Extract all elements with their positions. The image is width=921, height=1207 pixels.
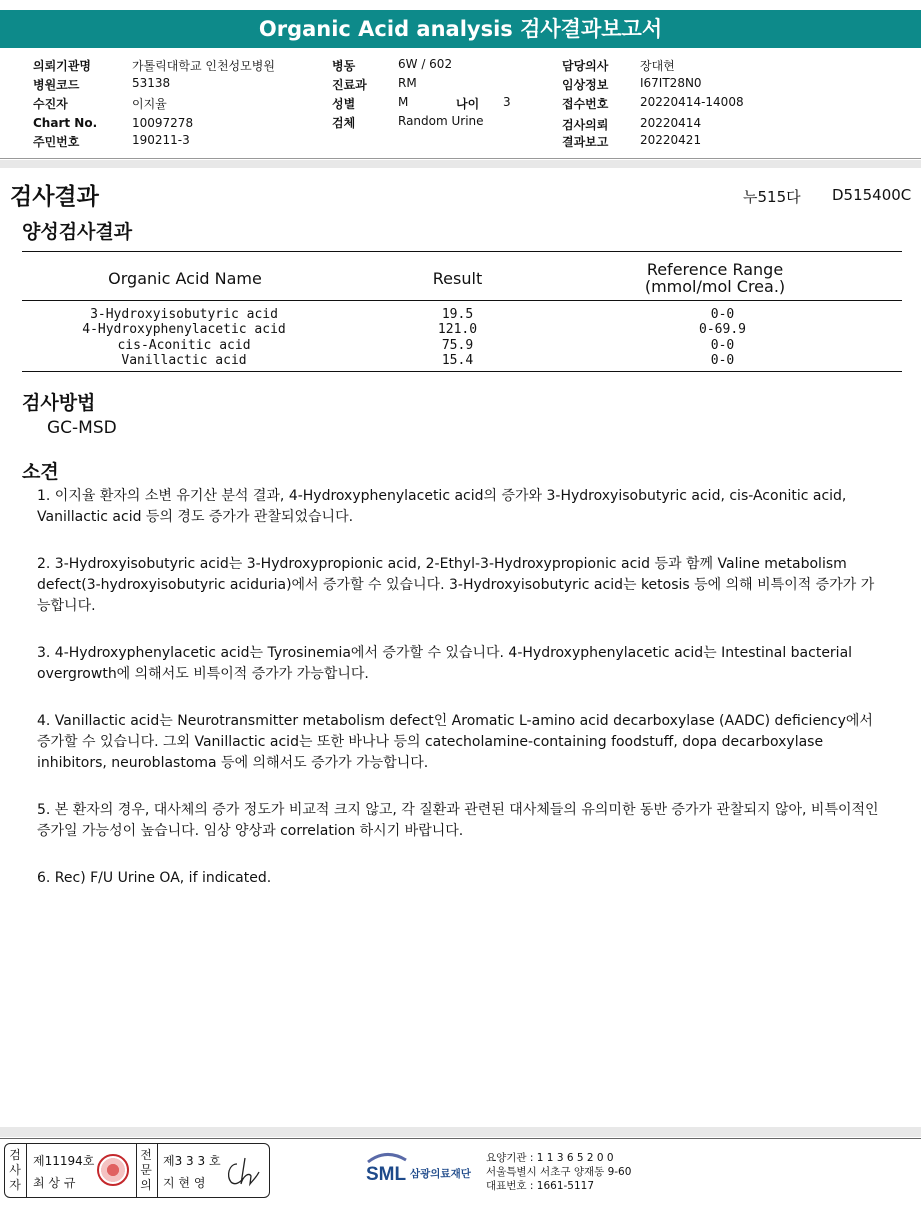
- value-request-date: 20220414: [640, 116, 702, 130]
- signature-divider: [26, 1144, 27, 1197]
- value-receipt-no: 20220414-14008: [640, 95, 744, 109]
- org-name: 삼광의료재단: [410, 1168, 471, 1180]
- report-title: Organic Acid analysis 검사결과보고서: [0, 10, 921, 48]
- specialist-name: 지 현 영: [163, 1176, 206, 1190]
- cell-result: 75.9: [441, 338, 474, 353]
- opinion-paragraph: 1. 이지율 환자의 소변 유기산 분석 결과, 4-Hydroxyphenylacetic acid의 증가와 3-Hydroxyisobutyric acid, cis-Aconitic acid, Vanillactic acid 등의 경도 증가가 관찰되었습니다.: [37, 488, 847, 525]
- cell-result: 19.5: [441, 307, 474, 322]
- cell-range: 0-0: [710, 307, 735, 322]
- specialist-label: [139, 1148, 153, 1193]
- col-header-name: Organic Acid Name: [108, 269, 262, 288]
- handwritten-signature: [223, 1154, 265, 1190]
- specialist-label-char: 문: [140, 1163, 152, 1177]
- label-sex: 성별: [332, 97, 356, 111]
- method-value: GC-MSD: [47, 418, 117, 438]
- label-request-date: 검사의뢰: [562, 118, 609, 132]
- tester-label-char: 사: [9, 1163, 21, 1177]
- cell-acid-name: 3-Hydroxyisobutyric acid: [90, 307, 278, 322]
- cell-range: 0-69.9: [699, 322, 746, 337]
- cell-acid-name: cis-Aconitic acid: [117, 338, 251, 353]
- col-header-result: Result: [432, 269, 483, 288]
- label-hospital-code: 병원코드: [33, 78, 80, 92]
- tester-label-char: 자: [9, 1178, 21, 1192]
- tester-seal: [97, 1154, 129, 1186]
- opinion-body: [37, 486, 887, 915]
- cell-acid-name: Vanillactic acid: [121, 353, 247, 368]
- org-address-block: [486, 1151, 631, 1193]
- opinion-paragraph: 4. Vanillactic acid는 Neurotransmitter metabolism defect인 Aromatic L-amino acid decarboxylase (AADC) deficiency에서 증가할 수 있습니다. 그외 Vanillactic acid는 또한 바나나 등의 catecholamine-containing foodstuff, dopa decarboxylase inhibitors, neuroblastoma 등에 의해서도 증가가 가능합니다.: [37, 713, 873, 771]
- value-doctor: 장대현: [640, 59, 675, 73]
- value-resident-no: 190211-3: [132, 133, 190, 147]
- col-header-range-title: Reference Range: [646, 260, 784, 279]
- col-header-range-unit: (mmol/mol Crea.): [644, 277, 786, 296]
- positive-results-title: 양성검사결과: [22, 221, 133, 243]
- org-phone: 대표번호 : 1661-5117: [486, 1180, 595, 1192]
- label-institution: 의뢰기관명: [33, 59, 91, 73]
- table-top-rule: [22, 251, 902, 252]
- value-ward: 6W / 602: [398, 57, 453, 71]
- signature-divider: [136, 1144, 137, 1197]
- opinion-paragraph: 3. 4-Hydroxyphenylacetic acid는 Tyrosinemia에서 증가할 수 있습니다. 4-Hydroxyphenylacetic acid는 Intestinal bacterial overgrowth에 의해서도 비특이적 증가가 가능합니다.: [37, 645, 853, 682]
- label-patient: 수진자: [33, 97, 68, 111]
- opinion-paragraph: 6. Rec) F/U Urine OA, if indicated.: [37, 870, 272, 886]
- sml-logo: [366, 1150, 476, 1194]
- patient-info: [0, 54, 921, 154]
- specialist-label-char: 의: [140, 1178, 152, 1192]
- label-resident-no: 주민번호: [33, 135, 80, 149]
- opinion-title: 소견: [22, 461, 59, 483]
- org-address: 서울특별시 서초구 양재동 9-60: [486, 1166, 632, 1178]
- label-doctor: 담당의사: [562, 59, 609, 73]
- value-report-date: 20220421: [640, 133, 702, 147]
- label-age: 나이: [456, 97, 480, 111]
- footer-band: [0, 1127, 921, 1137]
- opinion-paragraph: 2. 3-Hydroxyisobutyric acid는 3-Hydroxypropionic acid, 2-Ethyl-3-Hydroxypropionic acid 등과 함께 Valine metabolism defect(3-hydroxyisobutyric aciduria)에서 증가할 수 있습니다. 3-Hydroxyisobutyric acid는 ketosis 등에 의해 비특이적 증가가 가능합니다.: [37, 556, 875, 614]
- value-sex: M: [398, 95, 409, 109]
- specialist-license-no: 제3 3 3 호: [163, 1154, 221, 1168]
- tester-name: 최 상 규: [33, 1176, 76, 1190]
- label-ward: 병동: [332, 59, 356, 73]
- value-hospital-code: 53138: [132, 76, 171, 90]
- test-code: D515400C: [832, 186, 912, 204]
- value-patient: 이지율: [132, 97, 167, 111]
- label-report-date: 결과보고: [562, 135, 609, 149]
- signature-divider: [157, 1144, 158, 1197]
- value-age: 3: [503, 95, 511, 109]
- tester-label: [8, 1148, 22, 1193]
- cell-range: 0-0: [710, 353, 735, 368]
- value-specimen: Random Urine: [398, 114, 484, 128]
- divider: [0, 158, 921, 159]
- sml-logo-text: SML: [366, 1164, 407, 1185]
- value-department: RM: [398, 76, 417, 90]
- cell-acid-name: 4-Hydroxyphenylacetic acid: [82, 322, 286, 337]
- method-title: 검사방법: [22, 392, 96, 414]
- value-chart-no: 10097278: [132, 116, 194, 130]
- value-clinical-info: I67IT28N0: [640, 76, 702, 90]
- result-title: 검사결과: [10, 184, 99, 210]
- cell-range: 0-0: [710, 338, 735, 353]
- cell-result: 15.4: [441, 353, 474, 368]
- table-header-rule: [22, 300, 902, 301]
- signature-box: [4, 1143, 270, 1198]
- label-specimen: 검체: [332, 116, 356, 130]
- value-institution: 가톨릭대학교 인천성모병원: [132, 59, 275, 73]
- opinion-paragraph: 5. 본 환자의 경우, 대사체의 증가 정도가 비교적 크지 않고, 각 질환과 관련된 대사체들의 유의미한 동반 증가가 관찰되지 않아, 비특이적인 증가일 가능성이 높습니다. 임상 양상과 correlation 하시기 바랍니다.: [37, 802, 879, 839]
- sml-logo-mark: [366, 1150, 476, 1190]
- label-clinical-info: 임상정보: [562, 78, 609, 92]
- specialist-label-char: 전: [140, 1148, 152, 1162]
- label-chart-no: Chart No.: [33, 116, 98, 130]
- divider-band: [0, 160, 921, 168]
- org-facility-code: 요양기관 : 1 1 3 6 5 2 0 0: [486, 1152, 614, 1164]
- label-receipt-no: 접수번호: [562, 97, 609, 111]
- tester-license-no: 제11194호: [33, 1154, 95, 1168]
- tester-label-char: 검: [9, 1148, 21, 1162]
- cell-result: 121.0: [437, 322, 478, 337]
- col-header-range: [620, 261, 810, 295]
- table-bottom-rule: [22, 371, 902, 372]
- footer-divider: [0, 1138, 921, 1139]
- test-code-korean: 누515다: [743, 188, 801, 206]
- label-department: 진료과: [332, 78, 367, 92]
